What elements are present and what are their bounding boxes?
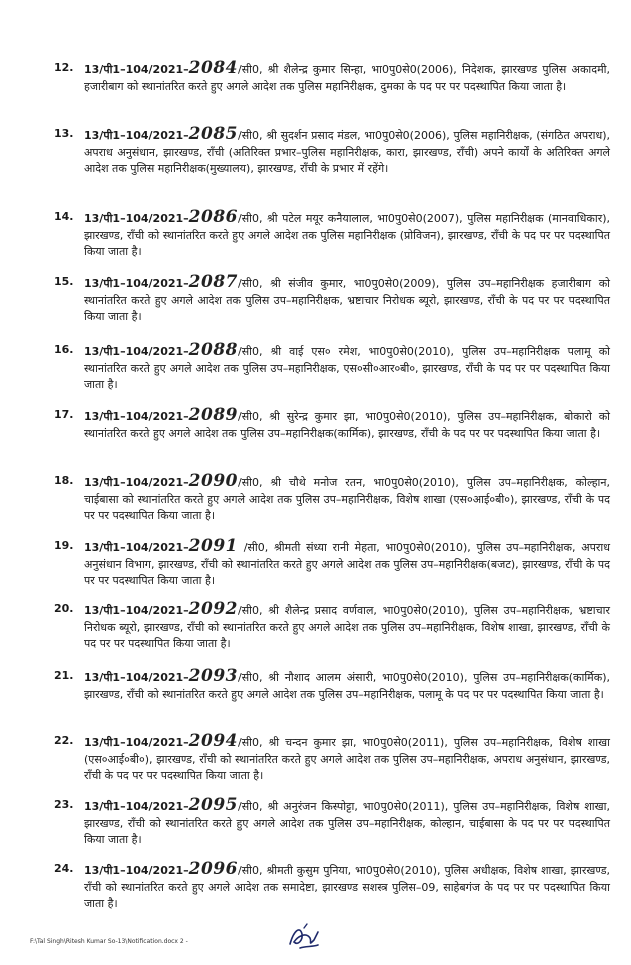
handwritten-number: 2086 xyxy=(188,207,238,227)
memo-ref: 13/पी1–104/2021– xyxy=(84,736,189,749)
entry-body: /सी0, श्री पटेल मयूर कनैयालाल, भा0पु0से0(2007), पुलिस महानिरीक्षक (मानवाधिकार), झारखण्ड, राँची को स्थानांतरित करते हुए अगले आदेश तक पुलिस महानिरीक्षक (प्रोविजन), झारखण्ड, राँची के पद पर पर पदस्थापित किया जाता है। xyxy=(84,212,610,258)
handwritten-number: 2084 xyxy=(188,58,238,78)
memo-ref: 13/पी1–104/2021– xyxy=(84,604,189,617)
entry-number: 21. xyxy=(54,669,74,682)
entry-body: /सी0, श्री शैलेन्द्र कुमार सिन्हा, भा0पु0से0(2006), निदेशक, झारखण्ड पुलिस अकादमी, हजारीबाग को स्थानांतरित करते हुए अगले आदेश तक पुलिस महानिरीक्षक, दुमका के पद पर पर पदस्थापित किया जाता है। xyxy=(84,63,610,93)
entry-number: 12. xyxy=(54,61,74,74)
entry-number: 15. xyxy=(54,275,74,288)
memo-ref: 13/पी1–104/2021– xyxy=(84,277,189,290)
memo-ref: 13/पी1–104/2021– xyxy=(84,63,189,76)
handwritten-number: 2088 xyxy=(188,340,238,360)
memo-ref: 13/पी1–104/2021– xyxy=(84,345,189,358)
handwritten-number: 2094 xyxy=(188,731,238,751)
handwritten-number: 2085 xyxy=(188,124,238,144)
entry-text xyxy=(84,473,610,525)
memo-ref: 13/पी1–104/2021– xyxy=(84,212,189,225)
entry-body: /सी0, श्रीमती संध्या रानी मेहता, भा0पु0से0(2010), पुलिस उप–महानिरीक्षक, अपराध अनुसंधान विभाग, झारखण्ड, राँची को स्थानांतरित करते हुए अगले आदेश तक पुलिस उप–महानिरीक्षक(बजट), झारखण्ड, राँची के पद पर पर पदस्थापित किया जाता है। xyxy=(84,541,610,587)
entry-number: 20. xyxy=(54,602,74,615)
memo-ref: 13/पी1–104/2021– xyxy=(84,410,189,423)
entry-text xyxy=(84,538,610,590)
entry-number: 18. xyxy=(54,474,74,487)
entry-number: 19. xyxy=(54,539,74,552)
entry-body: /सी0, श्री अनुरंजन किस्पोट्टा, भा0पु0से0(2011), पुलिस उप–महानिरीक्षक, विशेष शाखा, झारखण्ड, राँची को स्थानांतरित करते हुए अगले आदेश तक पुलिस उप–महानिरीक्षक, कोल्हान, चाईबासा के पद पर पर पदस्थापित किया जाता है। xyxy=(84,800,610,846)
entry-body: /सी0, श्री सुदर्शन प्रसाद मंडल, भा0पु0से0(2006), पुलिस महानिरीक्षक, (संगठित अपराध), अपराध अनुसंधान, झारखण्ड, राँची (अतिरिक्त प्रभार–पुलिस महानिरीक्षक, कारा, झारखण्ड, राँची) अपने कार्यों के अतिरिक्त अगले आदेश तक पुलिस महानिरीक्षक(मुख्यालय), झारखण्ड, राँची के प्रभार में रहेंगे। xyxy=(84,129,610,175)
entry-text xyxy=(84,668,610,703)
file-path-footer: F:\Tal Singh\Ritesh Kumar So-13\Notification.docx 2 - xyxy=(30,938,188,945)
entry-number: 14. xyxy=(54,210,74,223)
entry-number: 24. xyxy=(54,862,74,875)
memo-ref: 13/पी1–104/2021– xyxy=(84,864,189,877)
entry-body: /सी0, श्री चौथे मनोज रतन, भा0पु0से0(2010), पुलिस उप–महानिरीक्षक, कोल्हान, चाईबासा को स्थानांतरित करते हुए अगले आदेश तक पुलिस उप–महानिरीक्षक, विशेष शाखा (एस०आई०बी०), झारखण्ड, राँची के पद पर पर पदस्थापित किया जाता है। xyxy=(84,476,610,522)
signature-image xyxy=(284,922,324,952)
entry-number: 23. xyxy=(54,798,74,811)
entry-text xyxy=(84,342,610,394)
entry-body: /सी0, श्री शैलेन्द्र प्रसाद वर्णवाल, भा0पु0से0(2010), पुलिस उप–महानिरीक्षक, भ्रष्टाचार निरोधक ब्यूरो, झारखण्ड, राँची को स्थानांतरित करते हुए अगले आदेश तक पुलिस उप–महानिरीक्षक, विशेष शाखा, झारखण्ड, राँची के पद पर पर पदस्थापित किया जाता है। xyxy=(84,604,610,650)
memo-ref: 13/पी1–104/2021– xyxy=(84,476,189,489)
entry-text xyxy=(84,601,610,653)
entry-text xyxy=(84,60,610,95)
handwritten-number: 2090 xyxy=(188,471,238,491)
memo-ref: 13/पी1–104/2021– xyxy=(84,671,189,684)
entry-body: /सी0, श्री चन्दन कुमार झा, भा0पु0से0(2011), पुलिस उप–महानिरीक्षक, विशेष शाखा (एस०आई०बी०), झारखण्ड, राँची को स्थानांतरित करते हुए अगले आदेश तक पुलिस उप–महानिरीक्षक, अपराध अनुसंधान, झारखण्ड, राँची के पद पर पर पदस्थापित किया जाता है। xyxy=(84,736,610,782)
entry-text xyxy=(84,797,610,849)
memo-ref: 13/पी1–104/2021– xyxy=(84,800,189,813)
memo-ref: 13/पी1–104/2021– xyxy=(84,129,189,142)
handwritten-number: 2092 xyxy=(188,599,238,619)
handwritten-number: 2087 xyxy=(188,272,238,292)
entry-number: 22. xyxy=(54,734,74,747)
entry-body: /सी0, श्री संजीव कुमार, भा0पु0से0(2009), पुलिस उप–महानिरीक्षक हजारीबाग को स्थानांतरित करते हुए अगले आदेश तक पुलिस उप–महानिरीक्षक, भ्रष्टाचार निरोधक ब्यूरो, झारखण्ड, राँची के पद पर पर पदस्थापित किया जाता है। xyxy=(84,277,610,323)
handwritten-number: 2089 xyxy=(188,405,238,425)
handwritten-number: 2093 xyxy=(188,666,238,686)
entry-number: 16. xyxy=(54,343,74,356)
entry-text xyxy=(84,126,610,178)
entry-text xyxy=(84,209,610,261)
entry-body: /सी0, श्री वाई एस० रमेश, भा0पु0से0(2010), पुलिस उप–महानिरीक्षक पलामू को स्थानांतरित करते हुए अगले आदेश तक पुलिस उप–महानिरीक्षक, एस०सी०आर०बी०, झारखण्ड, राँची के पद पर पर पदस्थापित किया जाता है। xyxy=(84,345,610,391)
entry-text xyxy=(84,274,610,326)
entry-body: /सी0, श्री नौशाद आलम अंसारी, भा0पु0से0(2010), पुलिस उप–महानिरीक्षक(कार्मिक), झारखण्ड, राँची को स्थानांतरित करते हुए अगले आदेश तक पुलिस उप–महानिरीक्षक, पलामू के पद पर पर पदस्थापित किया जाता है। xyxy=(84,671,610,701)
memo-ref: 13/पी1–104/2021– xyxy=(84,541,189,554)
entry-number: 17. xyxy=(54,408,74,421)
entry-text xyxy=(84,407,610,442)
entry-body: /सी0, श्रीमती कुसुम पुनिया, भा0पु0से0(2010), पुलिस अधीक्षक, विशेष शाखा, झारखण्ड, राँची को स्थानांतरित करते हुए अगले आदेश तक समादेष्टा, झारखण्ड सशस्त्र पुलिस–09, साहेबगंज के पद पर पर पदस्थापित किया जाता है। xyxy=(84,864,610,910)
handwritten-number: 2095 xyxy=(188,795,238,815)
entry-number: 13. xyxy=(54,127,74,140)
handwritten-number: 2096 xyxy=(188,859,238,879)
entry-body: /सी0, श्री सुरेन्द्र कुमार झा, भा0पु0से0(2010), पुलिस उप–महानिरीक्षक, बोकारो को स्थानांतरित करते हुए अगले आदेश तक पुलिस उप–महानिरीक्षक(कार्मिक), झारखण्ड, राँची के पद पर पर पदस्थापित किया जाता है। xyxy=(84,410,610,440)
handwritten-number: 2091 xyxy=(188,536,238,556)
entry-text xyxy=(84,861,610,913)
entry-text xyxy=(84,733,610,785)
